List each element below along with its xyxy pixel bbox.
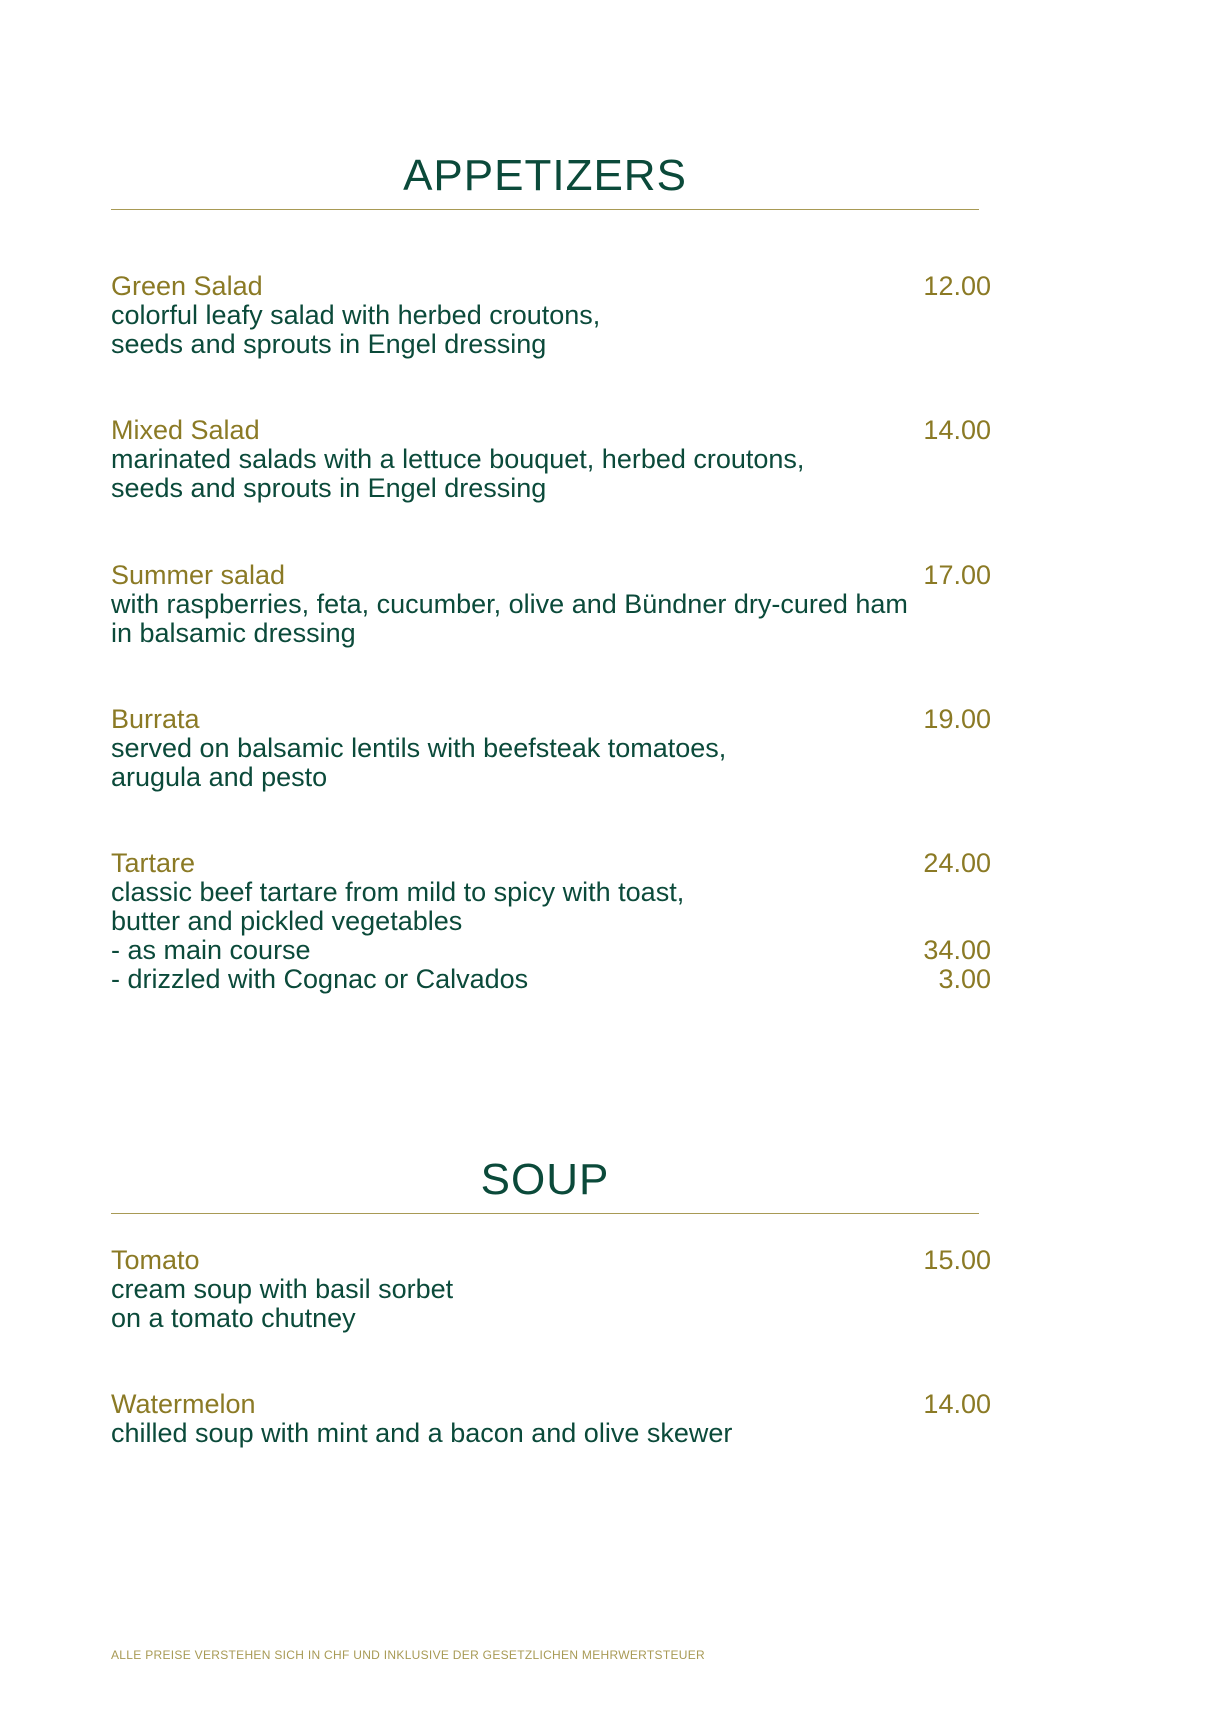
item-name: Burrata — [111, 704, 200, 734]
menu-item-mixed-salad — [111, 416, 991, 503]
item-description: arugula and pesto — [111, 762, 328, 792]
appetizers-title: APPETIZERS — [403, 151, 687, 200]
item-name: Summer salad — [111, 560, 286, 590]
item-option-label: - as main course — [111, 935, 311, 965]
item-option-price: 3.00 — [938, 964, 991, 994]
appetizers-divider — [111, 209, 979, 210]
soup-title: SOUP — [480, 1155, 610, 1204]
item-price: 17.00 — [923, 560, 991, 590]
menu-item-tomato — [111, 1246, 991, 1333]
item-description: on a tomato chutney — [111, 1303, 356, 1333]
item-price: 19.00 — [923, 704, 991, 734]
menu-item-burrata — [111, 705, 991, 792]
item-description: served on balsamic lentils with beefsteak tomatoes, — [111, 733, 727, 763]
item-description: with raspberries, feta, cucumber, olive and Bündner dry-cured ham — [111, 589, 908, 619]
price-disclaimer: ALLE PREISE VERSTEHEN SICH IN CHF UND INKLUSIVE DER GESETZLICHEN MEHRWERTSTEUER — [111, 1648, 706, 1662]
item-description: seeds and sprouts in Engel dressing — [111, 473, 547, 503]
item-name: Green Salad — [111, 271, 263, 301]
item-description: marinated salads with a lettuce bouquet, herbed croutons, — [111, 444, 805, 474]
item-price: 24.00 — [923, 848, 991, 878]
item-description: chilled soup with mint and a bacon and olive skewer — [111, 1418, 733, 1448]
item-description: classic beef tartare from mild to spicy with toast, — [111, 877, 685, 907]
item-price: 14.00 — [923, 1389, 991, 1419]
item-name: Tartare — [111, 848, 196, 878]
item-description: cream soup with basil sorbet — [111, 1274, 454, 1304]
item-option-price: 34.00 — [923, 935, 991, 965]
item-description: seeds and sprouts in Engel dressing — [111, 329, 547, 359]
item-description: butter and pickled vegetables — [111, 906, 463, 936]
item-name: Mixed Salad — [111, 415, 260, 445]
item-name: Watermelon — [111, 1389, 256, 1419]
item-description: in balsamic dressing — [111, 618, 356, 648]
item-price: 12.00 — [923, 271, 991, 301]
menu-item-watermelon — [111, 1390, 991, 1448]
item-name: Tomato — [111, 1245, 200, 1275]
menu-item-summer-salad — [111, 561, 991, 648]
item-price: 15.00 — [923, 1245, 991, 1275]
item-option-label: - drizzled with Cognac or Calvados — [111, 964, 529, 994]
soup-divider — [111, 1213, 979, 1214]
menu-item-tartare — [111, 849, 991, 994]
menu-item-green-salad — [111, 272, 991, 359]
item-description: colorful leafy salad with herbed croutons, — [111, 300, 601, 330]
item-price: 14.00 — [923, 415, 991, 445]
